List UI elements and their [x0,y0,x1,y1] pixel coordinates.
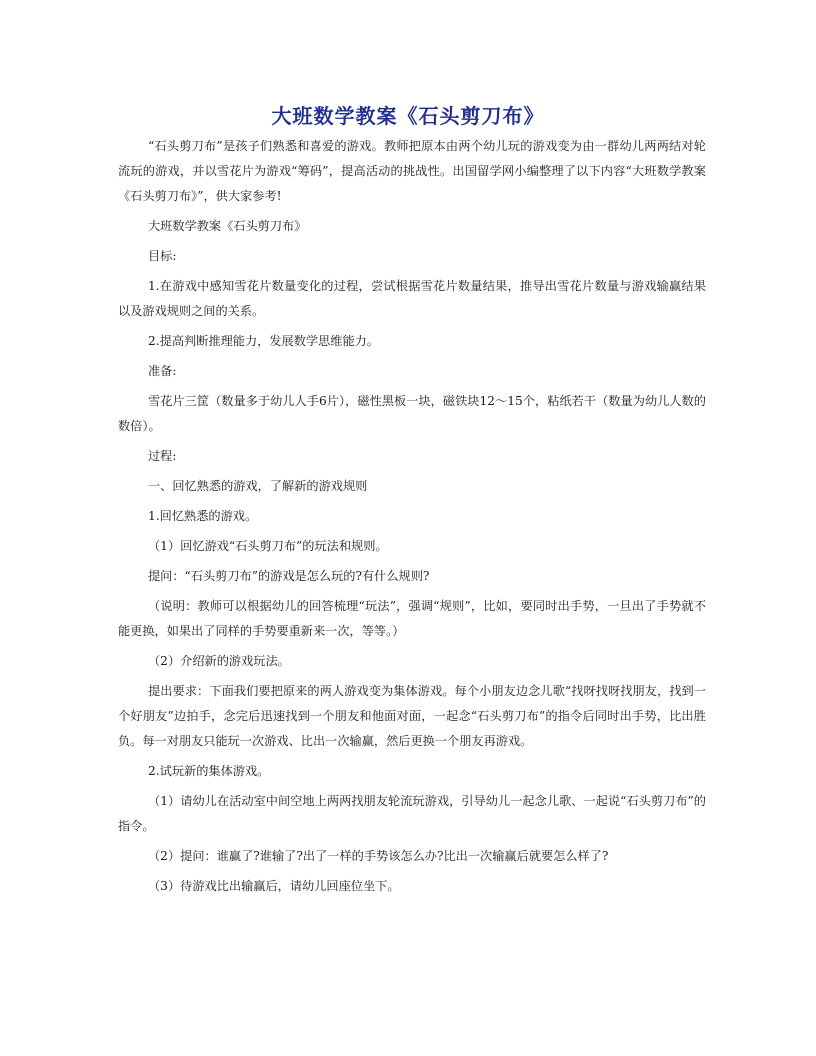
process-substep-2: （2）介绍新的游戏玩法。 [148,654,290,668]
process-substep-4: （2）提问：谁赢了?谁输了?出了一样的手势该怎么办?比出一次输赢后就要怎么样了? [148,849,609,863]
section-process: 过程: [148,449,177,463]
process-substep-1: （1）回忆游戏“石头剪刀布”的玩法和规则。 [148,539,388,553]
section-goals: 目标: [148,249,177,263]
document-title: 大班数学教案《石头剪刀布》 [271,104,545,128]
intro-paragraph: “石头剪刀布”是孩子们熟悉和喜爱的游戏。教师把原本由两个幼儿玩的游戏变为由一群幼儿两两结对轮流玩的游戏，并以雪花片为游戏“筹码”，提高活动的挑战性。出国留学网小编整理了以下内容“大班数学教案《石头剪刀布》”，供大家参考! [118,139,706,203]
process-substep-3: （1）请幼儿在活动室中间空地上两两找朋友轮流玩游戏，引导幼儿一起念儿歌、一起说“石头剪刀布”的指令。 [118,794,706,833]
question-1: 提问：“石头剪刀布”的游戏是怎么玩的?有什么规则? [148,569,430,583]
requirement-text: 提出要求：下面我们要把原来的两人游戏变为集体游戏。每个小朋友边念儿歌“找呀找呀找朋友，找到一个好朋友”边拍手，念完后迅速找到一个朋友和他面对面，一起念“石头剪刀布”的指令后同时出手势，比出胜负。每一对朋友只能玩一次游戏、比出一次输赢，然后更换一个朋友再游戏。 [118,684,706,748]
preparation-text: 雪花片三筐（数量多于幼儿人手6片），磁性黑板一块，磁铁块12～15个，粘纸若干（数量为幼儿人数的数倍）。 [118,394,706,433]
goal-item-2: 2.提高判断推理能力，发展数学思维能力。 [148,334,380,348]
process-substep-5: （3）待游戏比出输赢后，请幼儿回座位坐下。 [148,879,400,893]
process-step-2: 2.试玩新的集体游戏。 [148,764,270,778]
process-step-1: 1.回忆熟悉的游戏。 [148,509,258,523]
document-body [118,134,706,904]
lesson-heading: 大班数学教案《石头剪刀布》 [148,219,307,233]
section-preparation: 准备: [148,364,177,378]
goal-item-1: 1.在游戏中感知雪花片数量变化的过程，尝试根据雪花片数量结果，推导出雪花片数量与游戏输赢结果以及游戏规则之间的关系。 [118,279,706,318]
process-part-1: 一、回忆熟悉的游戏，了解新的游戏规则 [148,479,368,493]
note-1: （说明：教师可以根据幼儿的回答梳理“玩法”，强调“规则”，比如，要同时出手势，一旦出了手势就不能更换，如果出了同样的手势要重新来一次，等等。） [118,599,706,638]
